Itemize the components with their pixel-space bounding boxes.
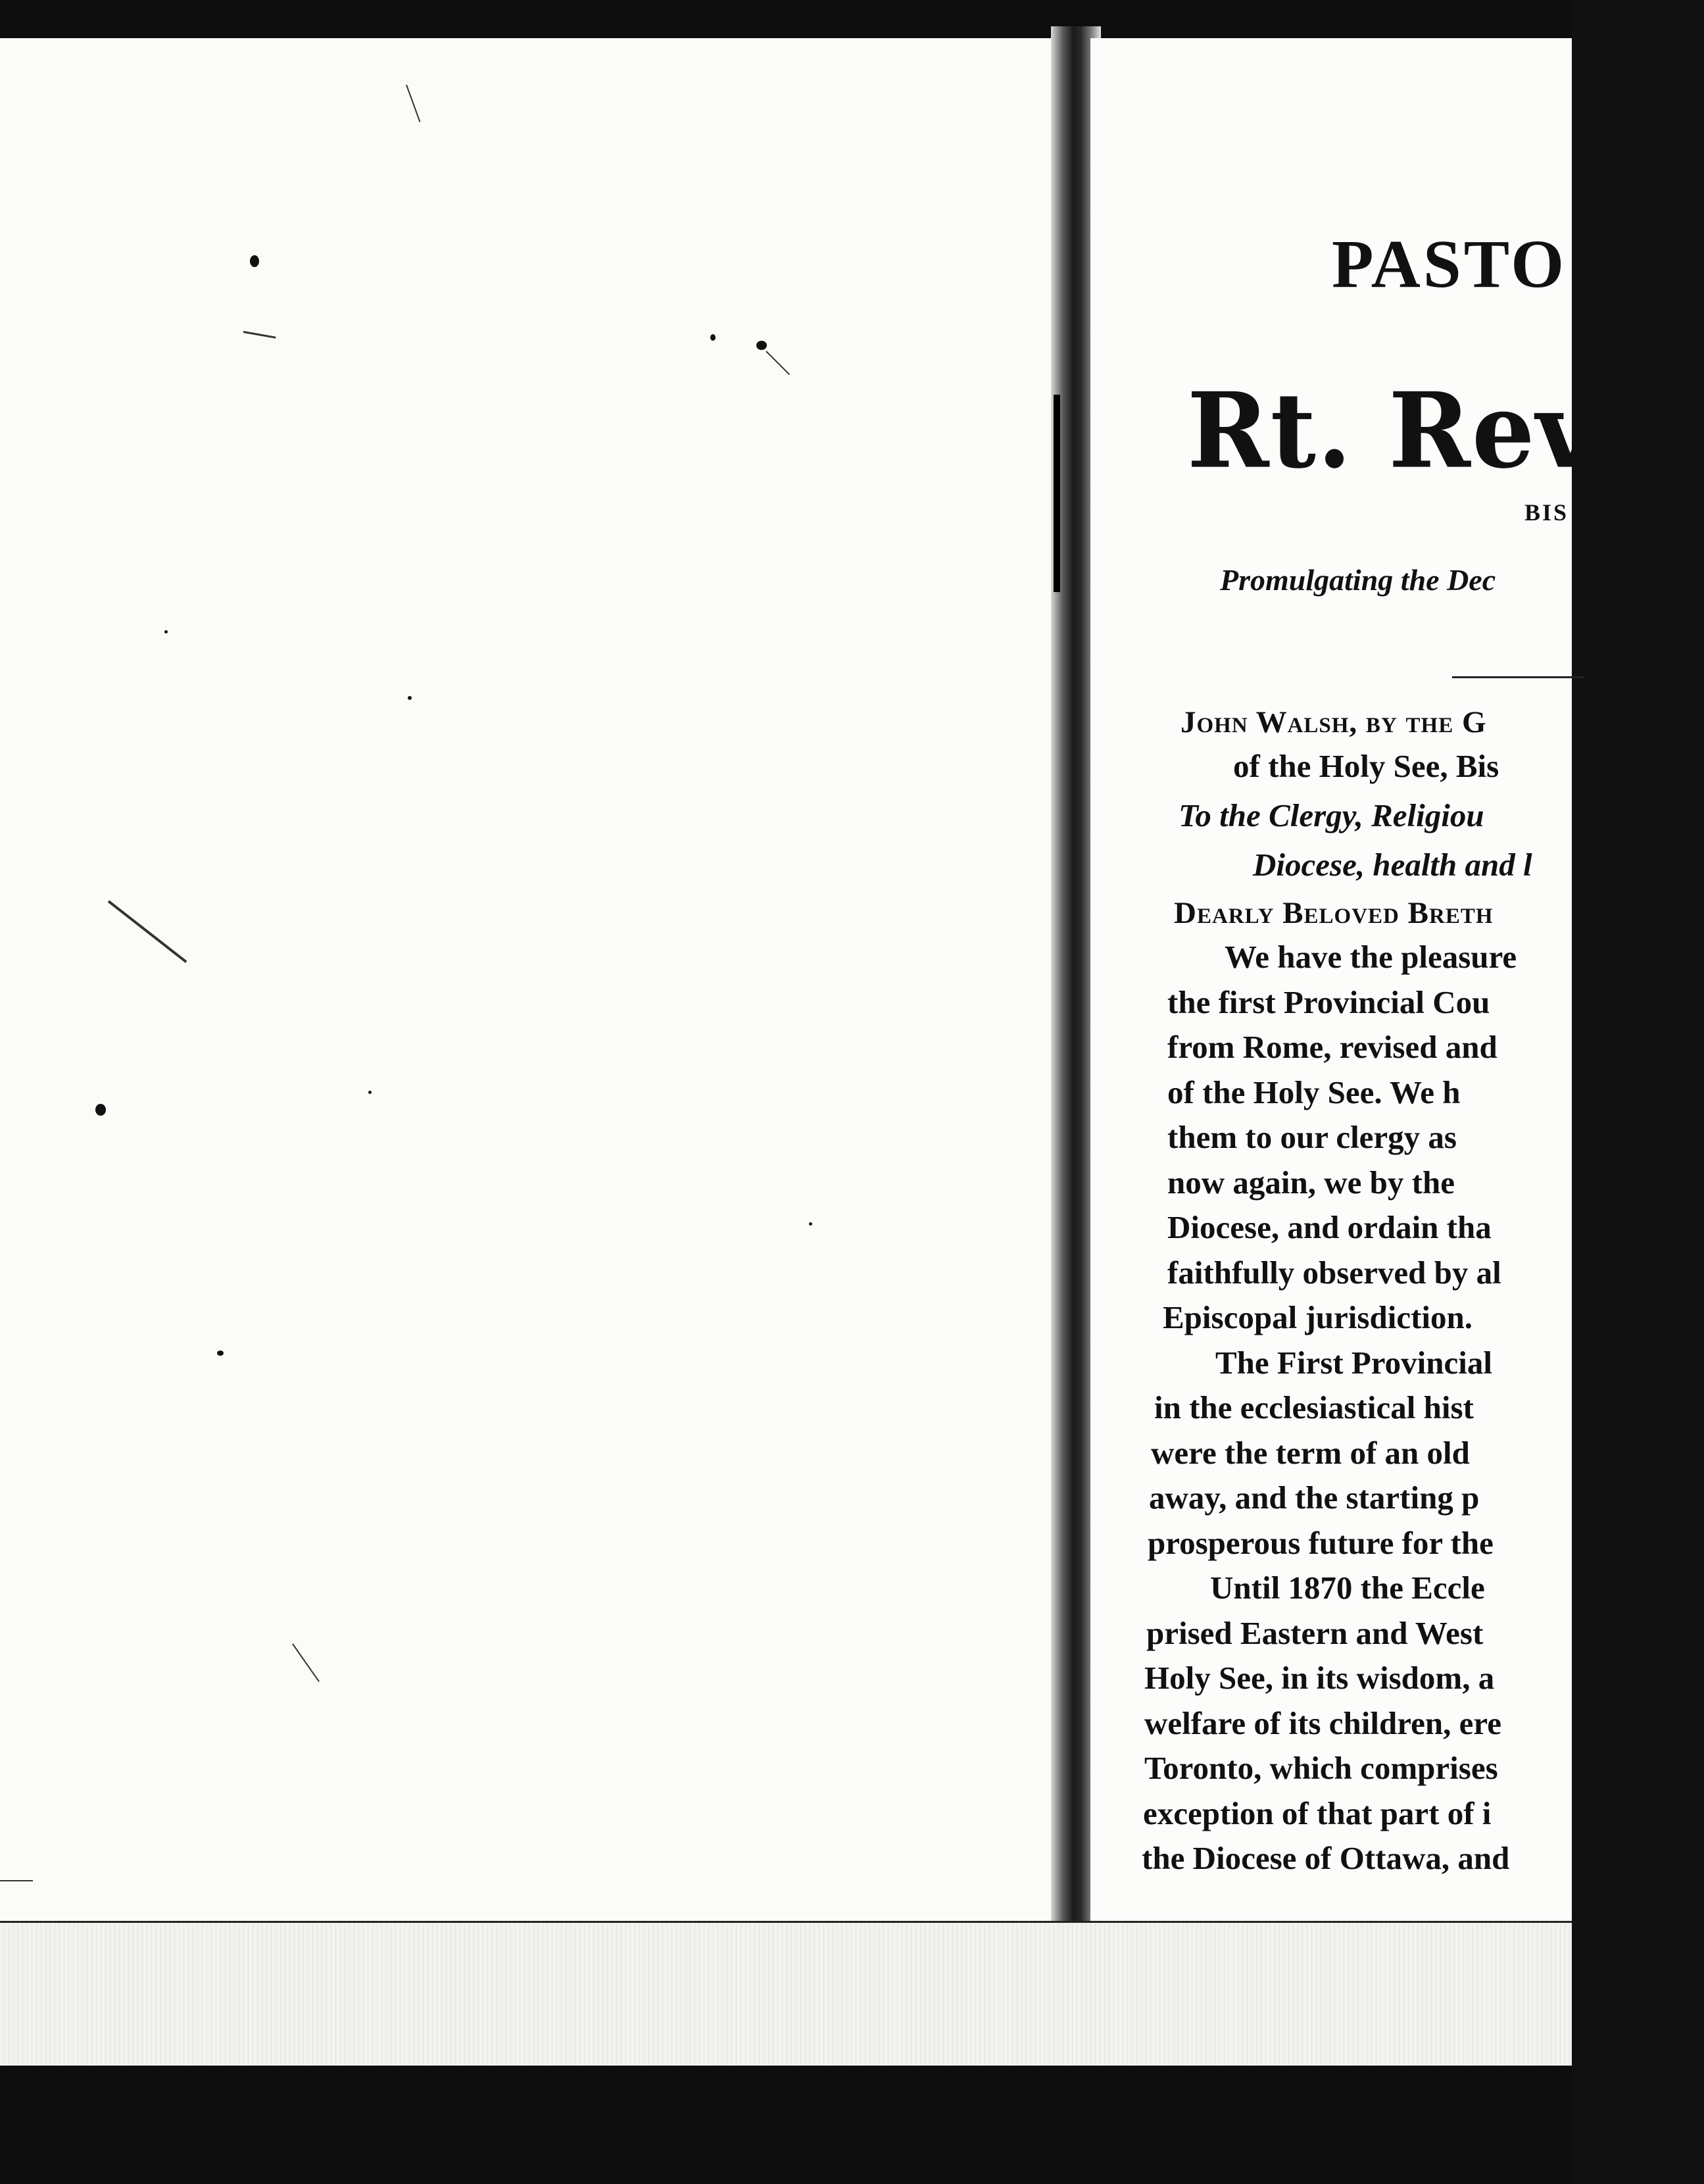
body-line: the first Provincial Cou [1167, 983, 1490, 1020]
ink-mark [406, 85, 420, 122]
salutation-line: of the Holy See, Bis [1233, 748, 1499, 784]
body-line: Toronto, which comprises [1144, 1750, 1498, 1786]
ink-speck [756, 341, 767, 350]
body-line: now again, we by the [1167, 1164, 1455, 1201]
body-line: away, and the starting p [1149, 1479, 1480, 1516]
address-line: To the Clergy, Religiou [1179, 797, 1484, 833]
ink-speck [217, 1351, 224, 1356]
ink-mark [766, 351, 790, 375]
gutter-shadow [1054, 395, 1060, 592]
body-line: faithfully observed by al [1167, 1254, 1501, 1291]
body-line: from Rome, revised and [1167, 1029, 1497, 1065]
ink-speck [809, 1222, 812, 1226]
body-line: Episcopal jurisdiction. [1163, 1299, 1473, 1335]
body-line: them to our clergy as [1167, 1119, 1457, 1155]
ink-mark [243, 331, 276, 339]
body-line: The First Provincial [1215, 1344, 1492, 1381]
body-line: the Diocese of Ottawa, and [1142, 1840, 1510, 1876]
body-line: We have the pleasure [1225, 939, 1517, 975]
ink-mark [108, 900, 187, 963]
pastoral-title: PASTO [1332, 226, 1567, 302]
body-line: Holy See, in its wisdom, a [1144, 1660, 1495, 1696]
ink-speck [164, 630, 168, 633]
ink-mark [292, 1643, 320, 1681]
page-footer-margin [0, 1923, 1572, 2066]
ink-speck [95, 1104, 106, 1116]
body-line: prised Eastern and West [1146, 1614, 1484, 1651]
body-line: exception of that part of i [1143, 1795, 1492, 1831]
ink-speck [368, 1091, 372, 1094]
body-line: in the ecclesiastical hist [1154, 1389, 1474, 1426]
salutation-line: John Walsh, by the G [1181, 705, 1487, 739]
bishop-subheading: BIS [1524, 499, 1569, 526]
ink-speck [250, 255, 259, 267]
body-line: were the term of an old [1151, 1434, 1470, 1471]
body-line: Diocese, and ordain tha [1167, 1209, 1492, 1245]
ink-mark [0, 1880, 33, 1881]
ink-speck [408, 696, 412, 700]
ink-speck [710, 334, 716, 341]
body-line: prosperous future for the [1148, 1524, 1494, 1561]
address-line: Diocese, health and l [1253, 847, 1532, 883]
section-rule [1452, 676, 1584, 678]
promulgating-subtitle: Promulgating the Dec [1220, 563, 1496, 597]
scan-top-border [0, 0, 1572, 38]
body-line: welfare of its children, ere [1144, 1704, 1501, 1741]
bishop-name-heading: Rt. Rev. J [1187, 370, 1704, 492]
body-line: of the Holy See. We h [1167, 1074, 1461, 1110]
body-line: Until 1870 the Eccle [1210, 1570, 1485, 1606]
scan-bottom-border [0, 2066, 1572, 2184]
greeting-line: Dearly Beloved Breth [1174, 896, 1494, 930]
left-page-blank [0, 38, 1060, 2066]
